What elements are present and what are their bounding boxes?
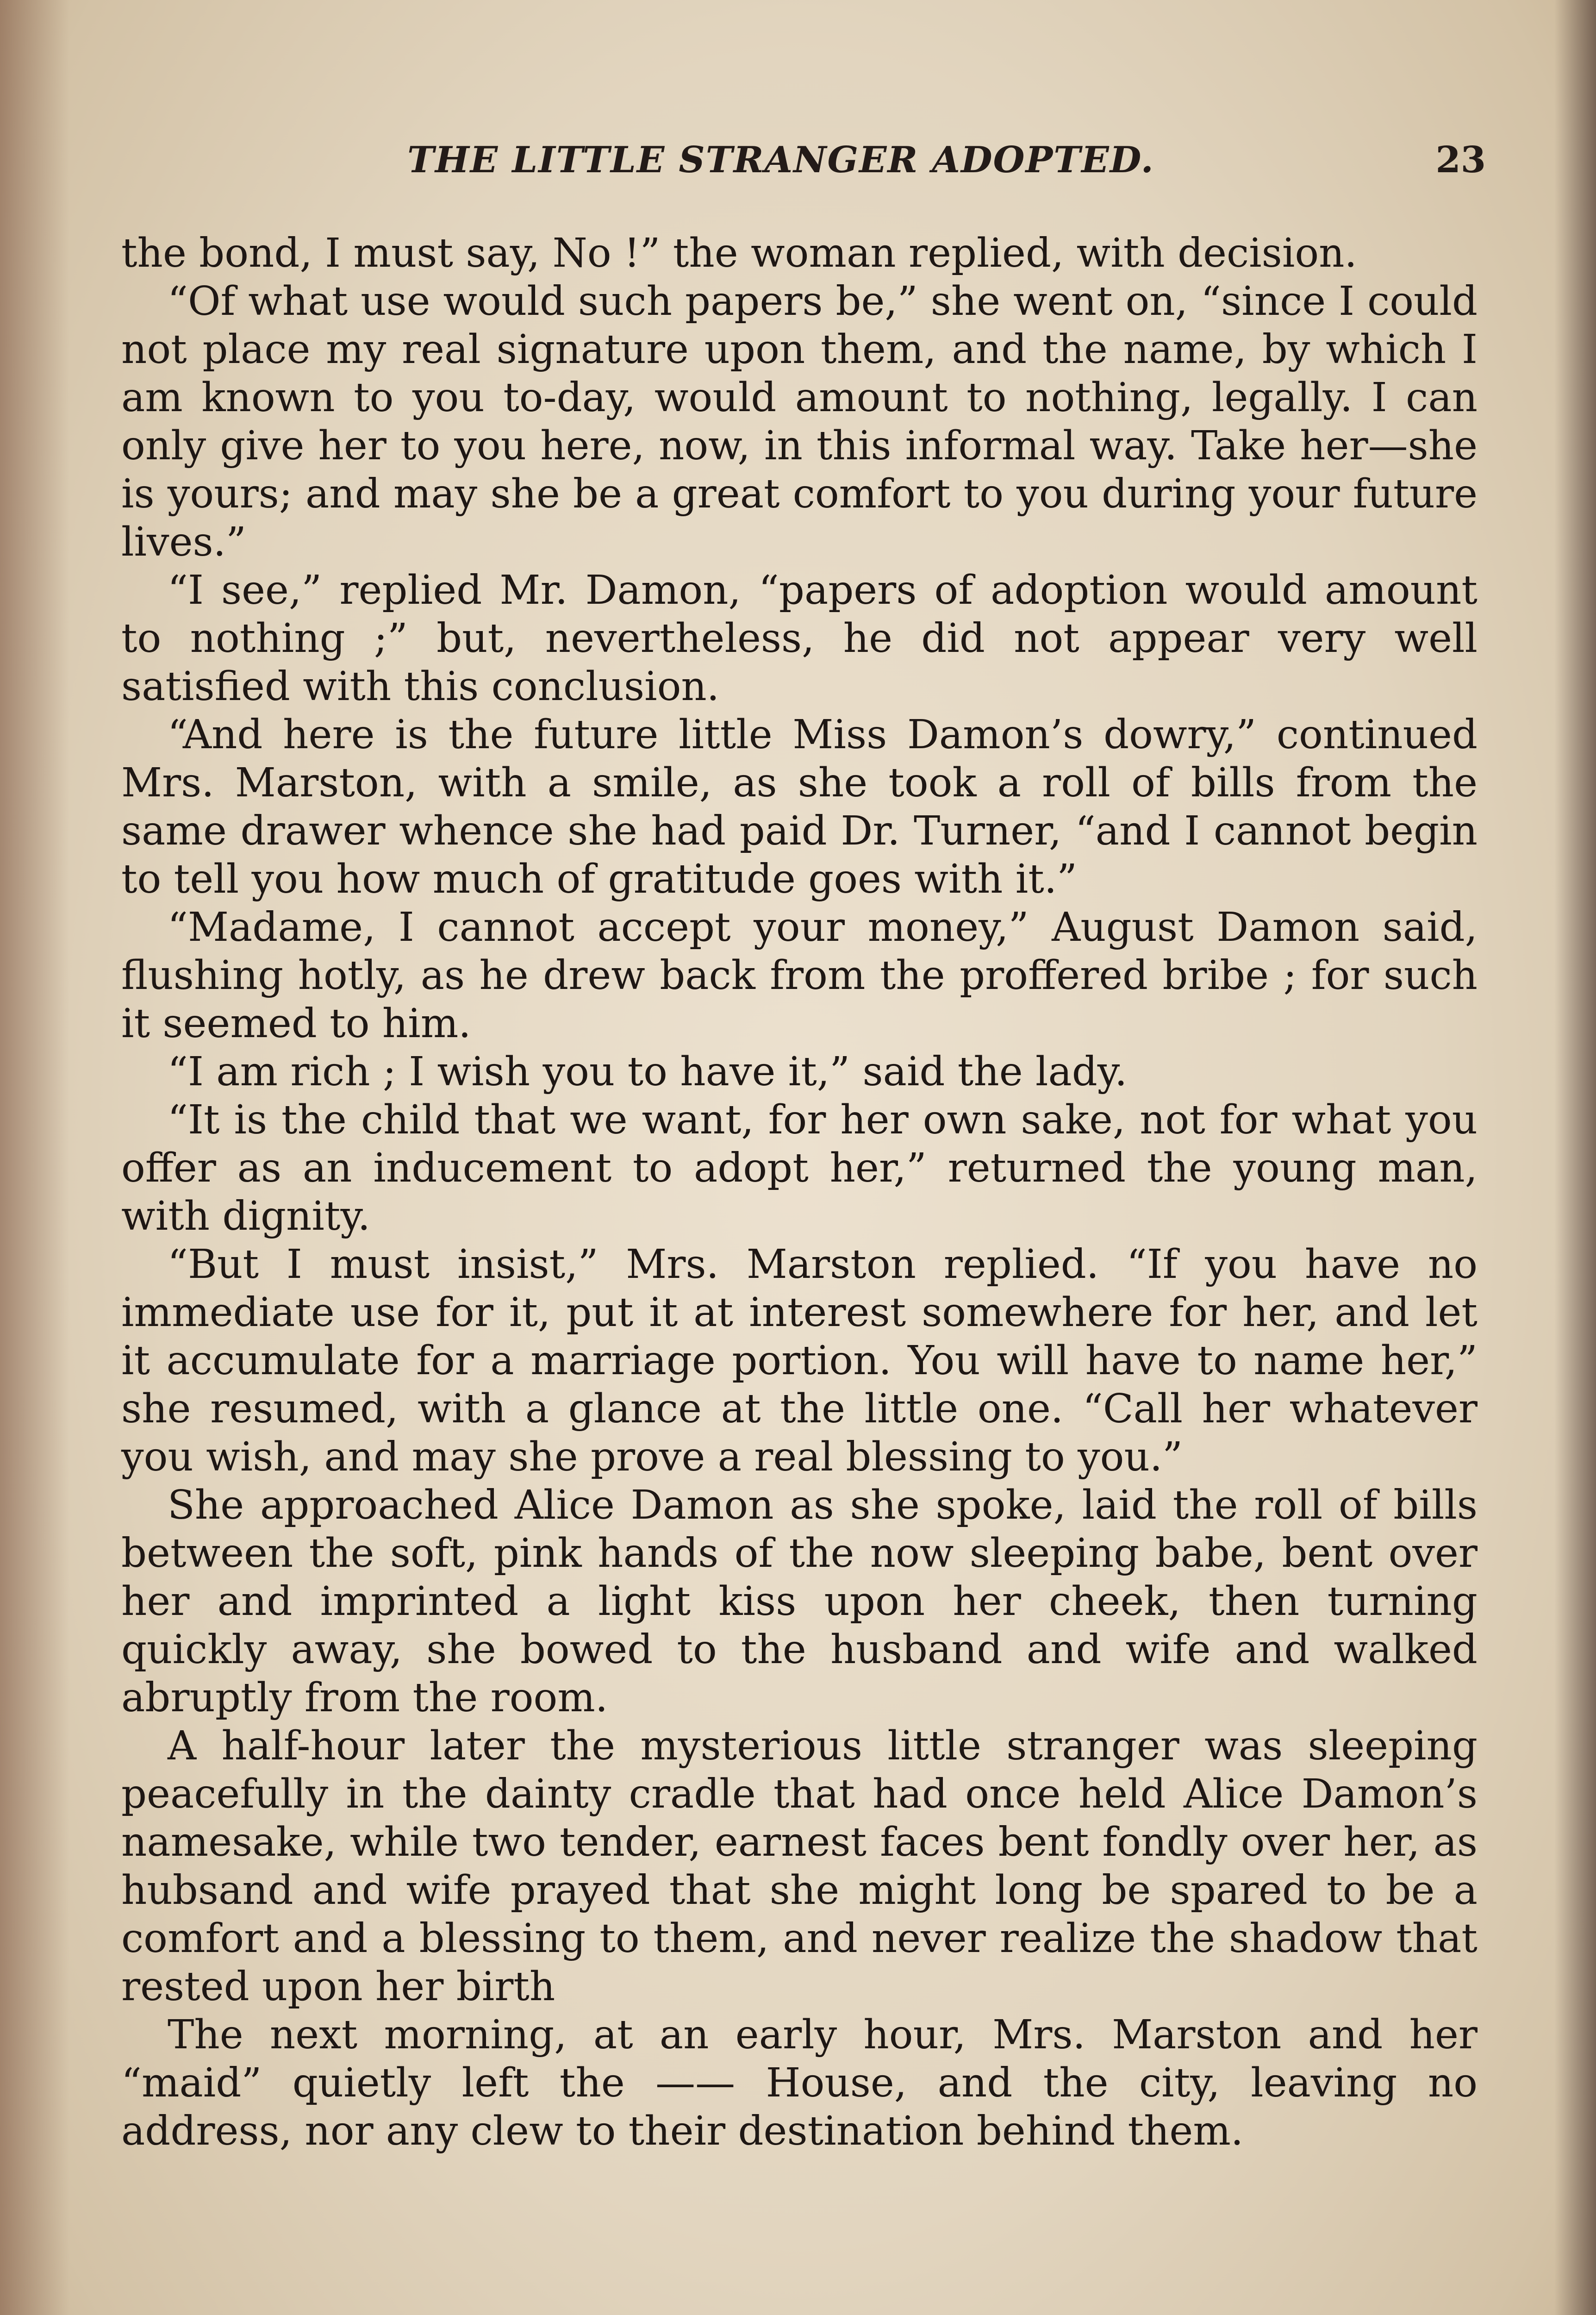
running-title: THE LITTLE STRANGER ADOPTED.: [407, 139, 1154, 181]
paragraph-3: “I see,” replied Mr. Damon, “papers of adoption would amount to nothing ;” but, nevertheless, he did not appear very well satisfied with this conclusion.: [121, 567, 1478, 710]
paragraph-7: “It is the child that we want, for her own sake, not for what you offer as an inducement to adopt her,” returned the young man, with dignity.: [121, 1097, 1478, 1239]
paragraph-9: She approached Alice Damon as she spoke, laid the roll of bills between the soft, pink hands of the now sleeping babe, bent over her and imprinted a light kiss upon her cheek, then turning quickly away, she bowed to the husband and wife and walked abruptly from the room.: [121, 1482, 1478, 1721]
paragraph-1: the bond, I must say, No !” the woman replied, with decision.: [121, 230, 1357, 276]
paragraph-5: “Madame, I cannot accept your money,” August Damon said, flushing hotly, as he drew back from the proffered bribe ; for such it seemed to him.: [121, 904, 1478, 1047]
running-head: [120, 139, 1486, 194]
page-edge-shadow-left: [0, 0, 69, 2315]
paragraph-8: “But I must insist,” Mrs. Marston replied. “If you have no immediate use for it, put it at interest somewhere for her, and let it accumulate for a marriage portion. You will have to name her,” she resumed, with a glance at the little one. “Call her whatever you wish, and may she prove a real blessing to you.”: [121, 1241, 1478, 1480]
paragraph-11: The next morning, at an early hour, Mrs. Marston and her “maid” quietly left the —— House, and the city, leaving no address, nor any clew to their destination behind them.: [121, 2012, 1478, 2154]
body-text: [121, 229, 1478, 2155]
page-number: 23: [1435, 139, 1486, 181]
paragraph-6: “I am rich ; I wish you to have it,” said the lady.: [168, 1049, 1128, 1095]
paragraph-4: “And here is the future little Miss Damon’s dowry,” continued Mrs. Marston, with a smile, as she took a roll of bills from the same drawer whence she had paid Dr. Turner, “and I cannot begin to tell you how much of gratitude goes with it.”: [121, 712, 1478, 902]
paragraph-2: “Of what use would such papers be,” she went on, “since I could not place my real signature upon them, and the name, by which I am known to you to-day, would amount to nothing, legally. I can only give her to you here, now, in this informal way. Take her—she is yours; and may she be a great comfort to you during your future lives.”: [121, 278, 1478, 565]
paragraph-10: A half-hour later the mysterious little stranger was sleeping peacefully in the dainty cradle that had once held Alice Damon’s namesake, while two tender, earnest faces bent fondly over her, as hubsand and wife prayed that she might long be spared to be a comfort and a blessing to them, and never realize the shadow that rested upon her birth: [121, 1723, 1478, 2010]
page-edge-shadow-right: [1554, 0, 1596, 2315]
